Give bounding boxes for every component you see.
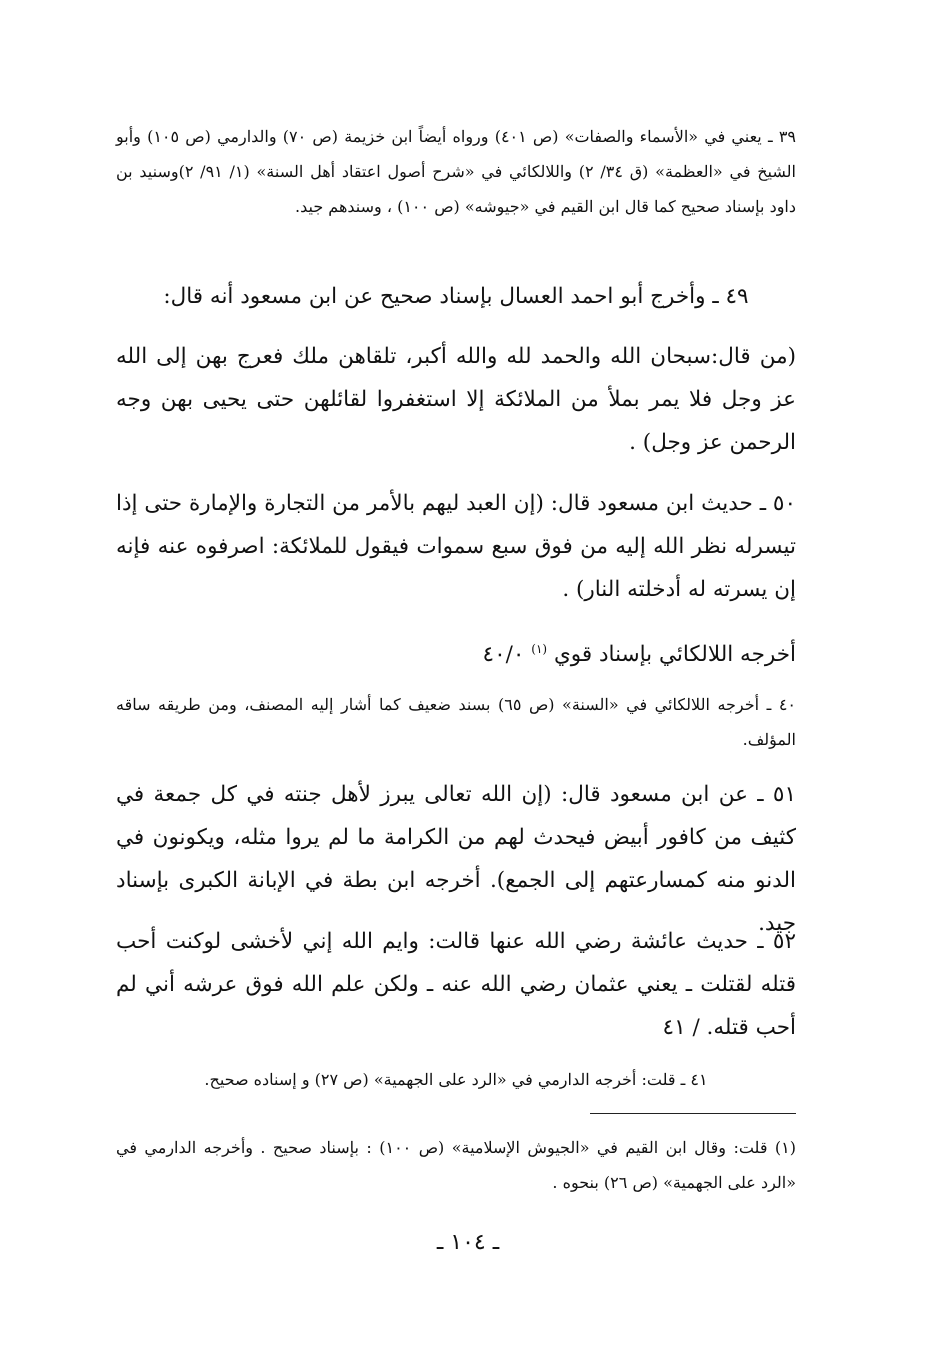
paragraph-51-text: ٥١ ـ عن ابن مسعود قال: (إن الله تعالى يبرز لأهل جنته في كل جمعة في كثيف من كافور أبيض فيحدث لهم من الكرامة ما لم يروا مثله، ويكونون في الدنو منه كمسارعتهم إلى الجمع). أخرجه ابن بطة في الإبانة الكبرى بإسناد جيد. xyxy=(116,782,796,936)
note-40: ٤٠ ـ أخرجه اللالكائي في «السنة» (ص ٦٥) بسند ضعيف كما أشار إليه المصنف، ومن طريقه ساقه المؤلف. xyxy=(116,695,797,749)
source-text: أخرجه اللالكائي بإسناد قوي xyxy=(553,642,796,668)
paragraph-50-source xyxy=(116,628,796,676)
paragraph-49-text: (من قال:سبحان الله والحمد لله والله أكبر، تلقاهن ملك فعرج بهن إلى الله عز وجل فلا يمر بملأ من الملائكة إلا استغفروا لقائلهن حتى يحيى بهن وجه الرحمن عز وجل) . xyxy=(116,344,796,455)
footnote-marker: (١) xyxy=(531,642,548,656)
footnote: (١) قلت: وقال ابن القيم في «الجيوش الإسلامية» (ص ١٠٠) : بإسناد صحيح . وأخرجه الدارمي في «الرد على الجهمية» (ص ٢٦) بنحوه . xyxy=(116,1138,797,1192)
paragraph-49-intro: ٤٩ ـ وأخرج أبو احمد العسال بإسناد صحيح عن ابن مسعود أنه قال: xyxy=(163,284,749,309)
footnote-divider xyxy=(590,1113,796,1114)
paragraph-52-text: ٥٢ ـ حديث عائشة رضي الله عنها قالت: وايم الله إني لأخشى لوكنت أحب قتله لقتلت ـ يعني عثمان رضي الله عنه ـ ولكن علم الله فوق عرشه أني لم أحب قتله. / ٤١ xyxy=(116,929,796,1040)
note-39: ٣٩ ـ يعني في «الأسماء والصفات» (ص ٤٠١) ورواه أيضاً ابن خزيمة (ص ٧٠) والدارمي (ص ١٠٥) وأبو الشيخ في «العظمة» (ق ٣٤/ ٢) واللالكائي في «شرح أصول اعتقاد أهل السنة» (١/ ٩١/ ٢)وسنيد بن داود بإسناد صحيح كما قال ابن القيم في «جيوشه» (ص ١٠٠) ، وسندهم جيد. xyxy=(116,127,797,216)
paragraph-50-text: ٥٠ ـ حديث ابن مسعود قال: (إن العبد ليهم بالأمر من التجارة والإمارة حتى إذا تيسرله نظر الله إليه من فوق سبع سموات فيقول للملائكة: اصرفوه عنه فإنه إن يسرته له أدخلته النار) . xyxy=(116,491,796,602)
page-number: ـ ١٠٤ ـ xyxy=(436,1230,500,1255)
reference-number: ٤٠/٠ xyxy=(482,642,525,668)
note-41: ٤١ ـ قلت: أخرجه الدارمي في «الرد على الجهمية» (ص ٢٧) و إسناده صحيح. xyxy=(204,1070,708,1089)
